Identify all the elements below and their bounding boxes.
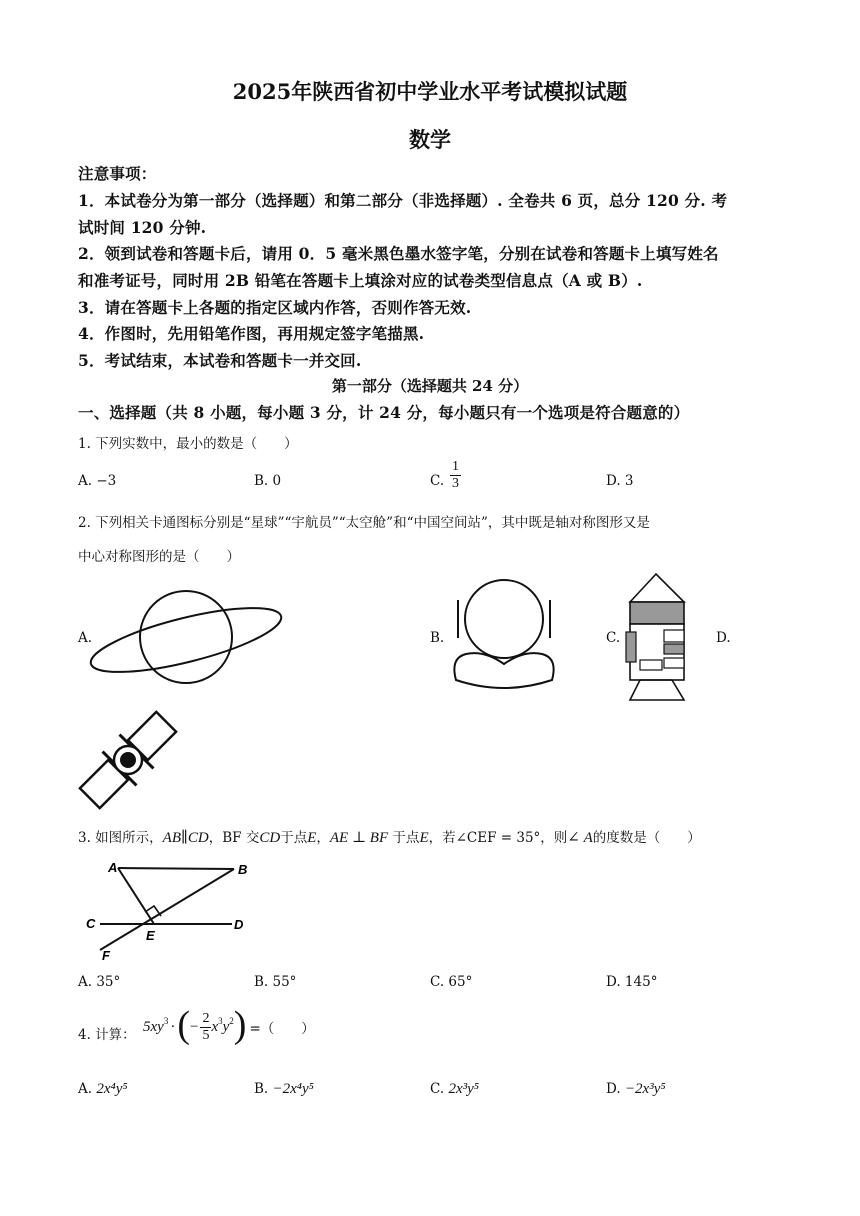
q4-expr-left-exp: 3 <box>163 1016 169 1026</box>
q3-stem-prefix: 3. 如图所示， <box>78 830 163 846</box>
q3-label-b: B <box>238 862 248 877</box>
section-title: 一、选择题（共 8 小题，每小题 3 分，计 24 分，每小题只有一个选项是符合题意的） <box>78 403 690 422</box>
q3-stem-mid3: ， <box>316 830 330 846</box>
q1-option-a: A. −3 <box>78 473 117 489</box>
q3-label-c: C <box>86 916 96 931</box>
q3-cd: CD <box>259 830 281 846</box>
q2-option-b-label: B. <box>430 630 445 646</box>
q4-dot: · <box>170 1018 176 1035</box>
q4-option-a <box>78 1081 128 1098</box>
q3-stem-mid2: 于点 <box>280 830 308 846</box>
part1-title: 第一部分（选择题共 24 分） <box>331 377 529 395</box>
q3-angle-a: ∠ A <box>567 830 593 846</box>
q3-label-f: F <box>102 948 110 963</box>
note-5: 5．考试结束，本试卷和答题卡一并交回. <box>78 351 362 370</box>
q3-label-d: D <box>234 917 244 932</box>
note-1a: 1．本试卷分为第一部分（选择题）和第二部分（非选择题）. 全卷共 6 页，总分 120 分. 考 <box>78 191 728 210</box>
q1-c-numerator: 1 <box>452 459 459 474</box>
q2-stem-a: 2. 下列相关卡通图标分别是“星球”“宇航员”“太空舱”和“中国空间站”，其中既是轴对称图形又是 <box>78 515 650 531</box>
q4-stem-prefix: 4. 计算： <box>78 1027 136 1043</box>
q1-c-denominator: 3 <box>452 476 459 491</box>
q4-option-c <box>430 1081 479 1098</box>
planet-figure <box>90 590 290 690</box>
q4-option-c-label: C. <box>430 1081 445 1097</box>
exam-title: 2025年陕西省初中学业水平考试模拟试题 <box>232 79 628 104</box>
q3-stem-mid4: 于点 <box>388 830 420 846</box>
q1-option-c-label: C. <box>430 473 445 489</box>
q4-expr-left: 5xy <box>143 1018 164 1035</box>
q4-expression: 5xy $^3$ · ( − $\frac{2}{5}$ x $^3$ y $^2$ ) =（ ） <box>143 1004 315 1046</box>
q1-option-c-fraction <box>450 459 461 492</box>
q3-label-a: A <box>108 860 118 875</box>
q4-option-a-label: A. <box>78 1081 93 1097</box>
q3-option-d: D. 145° <box>606 974 658 990</box>
q2-option-a-label: A. <box>78 630 93 646</box>
q4-frac-den: 5 <box>202 1027 210 1043</box>
q3-option-b: B. 55° <box>254 974 297 990</box>
q4-y-exp: 2 <box>229 1016 234 1026</box>
q3-stem-mid5: ，若∠CEF = 35°，则 <box>428 830 568 846</box>
capsule-figure <box>622 572 694 704</box>
q4-x-exp: 3 <box>218 1016 223 1026</box>
q4-option-d <box>606 1081 666 1098</box>
q4-y: y <box>222 1018 230 1035</box>
q3-label-e: E <box>146 928 155 943</box>
astronaut-figure <box>448 578 563 696</box>
q4-option-b-value: −2x⁴y⁵ <box>272 1081 314 1097</box>
notes-heading: 注意事项： <box>78 164 157 183</box>
q3-point-e2: E <box>419 830 429 846</box>
q1-option-b: B. 0 <box>254 473 282 489</box>
q3-point-e: E <box>307 830 317 846</box>
q3-geometry-figure <box>84 858 254 963</box>
subject-title: 数学 <box>409 127 451 152</box>
q3-stem-mid1: ，BF 交 <box>208 830 260 846</box>
note-3: 3．请在答题卡上各题的指定区域内作答，否则作答无效. <box>78 298 472 317</box>
q3-option-c: C. 65° <box>430 974 473 990</box>
note-2b: 和准考证号，同时用 2B 铅笔在答题卡上填涂对应的试卷类型信息点（A 或 B）. <box>78 271 643 290</box>
q4-option-d-value: −2x³y⁵ <box>624 1081 666 1097</box>
q4-option-b <box>254 1081 314 1098</box>
note-2a: 2．领到试卷和答题卡后，请用 0．5 毫米黑色墨水签字笔，分别在试卷和答题卡上填写姓名 <box>78 244 719 263</box>
q3-stem <box>78 826 701 847</box>
q1-stem: 1. 下列实数中，最小的数是（ ） <box>78 436 298 452</box>
q4-frac-num: 2 <box>202 1010 210 1026</box>
q4-option-b-label: B. <box>254 1081 269 1097</box>
q4-option-c-value: 2x³y⁵ <box>448 1081 479 1097</box>
space-station-figure <box>78 708 183 813</box>
q4-equals: =（ ） <box>249 1021 315 1037</box>
q4-x: x <box>211 1018 219 1035</box>
q2-option-c-label: C. <box>606 630 621 646</box>
q1-option-d: D. 3 <box>606 473 634 489</box>
q2-stem-b: 中心对称图形的是（ ） <box>78 549 240 565</box>
q3-stem-mid6: 的度数是（ ） <box>592 830 701 846</box>
q3-option-a: A. 35° <box>78 974 121 990</box>
q4-option-a-value: 2x⁴y⁵ <box>96 1081 128 1097</box>
q3-ab-parallel-cd: AB∥CD <box>162 830 209 846</box>
q2-option-d-label: D. <box>716 630 731 646</box>
note-1b: 试时间 120 分钟. <box>78 218 207 237</box>
q4-option-d-label: D. <box>606 1081 621 1097</box>
q3-perpendicular: AE ⊥ BF <box>329 830 389 846</box>
note-4: 4．作图时，先用铅笔作图，再用规定签字笔描黑. <box>78 324 425 343</box>
